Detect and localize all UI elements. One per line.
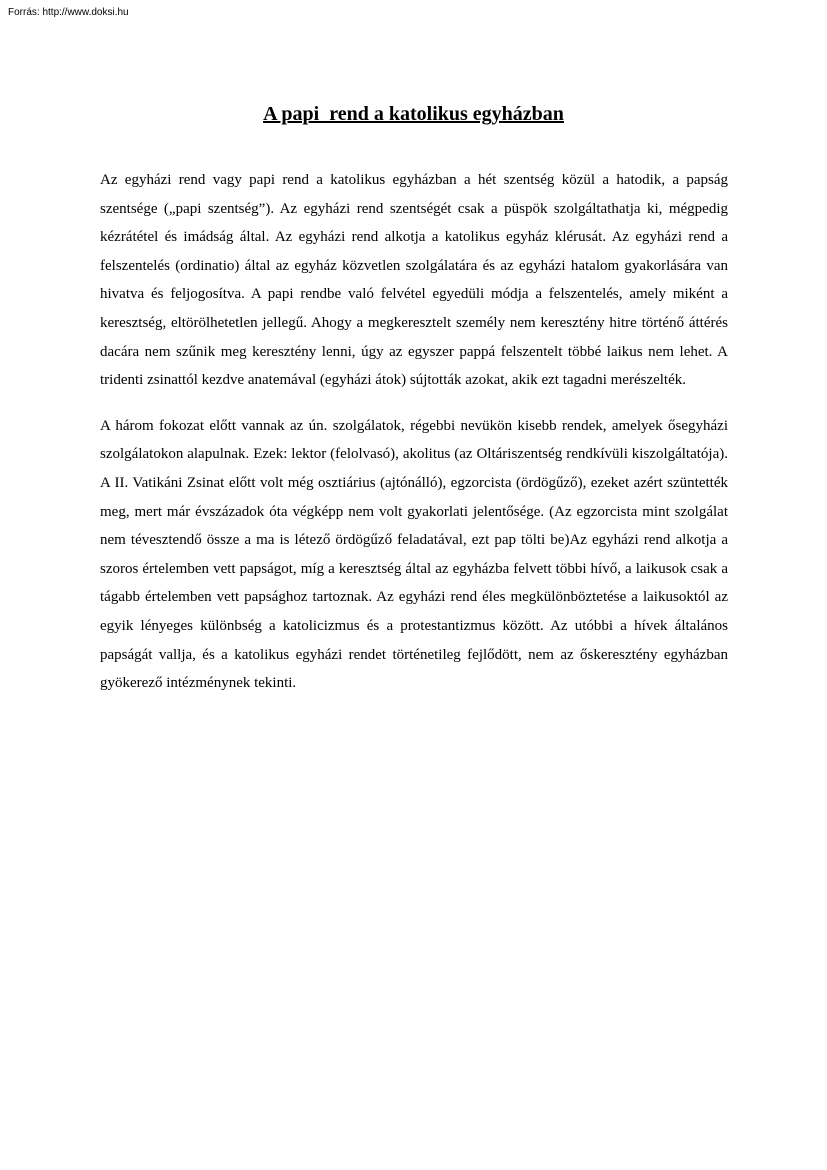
paragraph-1: Az egyházi rend vagy papi rend a katolikus egyházban a hét szentség közül a hatodik, a papság szentsége („papi szentség”). Az egyházi rend szentségét csak a püspök szolgáltathatja ki, mégpedig kézrátétel és imádság által. Az egyházi rend alkotja a katolikus egyház klérusát. Az egyházi rend a felszentelés (ordinatio) által az egyház közvetlen szolgálatára és az egyházi hatalom gyakorlására van hivatva és feljogosítva. A papi rendbe való felvétel egyedüli módja a felszentelés, amely miként a keresztség, eltörölhetetlen jellegű. Ahogy a megkeresztelt személy nem keresztény hitre történő áttérés dacára nem szűnik meg keresztény lenni, úgy az egyszer pappá felszentelt többé laikus nem lehet. A tridenti zsinattól kezdve anatemával (egyházi átok) sújtották azokat, akik ezt tagadni merészelték. <box>100 172 728 389</box>
paragraph-2: A három fokozat előtt vannak az ún. szolgálatok, régebbi nevükön kisebb rendek, amelyek ősegyházi szolgálatokon alapulnak. Ezek: lektor (felolvasó), akolitus (az Oltáriszentség rendkívüli kiszolgáltatója). A II. Vatikáni Zsinat előtt volt még osztiárius (ajtónálló), egzorcista (ördögűző), ezeket azért szüntették meg, mert már évszázadok óta végképp nem volt gyakorlati jelentősége. (Az egzorcista mint szolgálat nem tévesztendő össze a ma is létező ördögűző feladatával, ezt pap tölti be)Az egyházi rend alkotja a szoros értelemben vett papságot, míg a keresztség által az egyházba felvett többi hívő, a laikusok csak a tágabb értelemben vett papsághoz tartoznak. Az egyházi rend éles megkülönböztetése a laikusoktól az egyik lényeges különbség a katolicizmus és a protestantizmus között. Az utóbbi a hívek általános papságát vallja, és a katolikus egyházi rendet történetileg fejlődött, nem az őskeresztény egyházban gyökerező intézménynek tekinti. <box>100 417 728 692</box>
source-url-header: Forrás: http://www.doksi.hu <box>8 7 129 18</box>
page-title: A papi rend a katolikus egyházban <box>263 103 564 125</box>
document-body <box>100 166 728 698</box>
